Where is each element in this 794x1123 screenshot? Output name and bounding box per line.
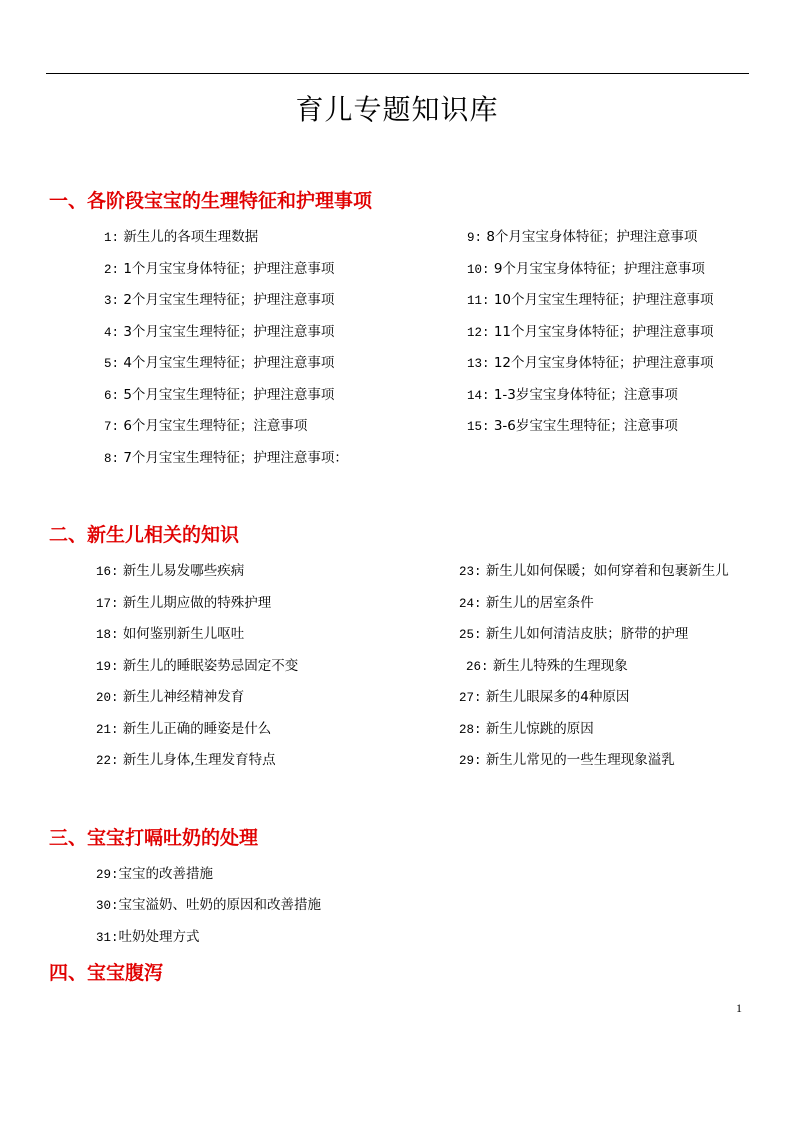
list-item[interactable]: 4: 3个月宝宝生理特征；护理注意事项 xyxy=(104,324,335,340)
list-item[interactable]: 31:吐奶处理方式 xyxy=(96,929,200,945)
list-item[interactable]: 28: 新生儿惊跳的原因 xyxy=(459,721,594,737)
list-item[interactable]: 23: 新生儿如何保暖；如何穿着和包裹新生儿 xyxy=(459,563,729,579)
list-item[interactable]: 30:宝宝溢奶、吐奶的原因和改善措施 xyxy=(96,897,322,913)
list-item[interactable]: 8: 7个月宝宝生理特征；护理注意事项： xyxy=(104,450,348,466)
list-item[interactable]: 15: 3-6岁宝宝生理特征；注意事项 xyxy=(467,418,678,434)
list-item[interactable]: 3: 2个月宝宝生理特征；护理注意事项 xyxy=(104,292,335,308)
list-item[interactable]: 20: 新生儿神经精神发育 xyxy=(96,689,245,705)
list-item[interactable]: 27: 新生儿眼屎多的4种原因 xyxy=(459,689,630,705)
section-heading-4: 四、宝宝腹泻 xyxy=(49,962,164,984)
list-item[interactable]: 24: 新生儿的居室条件 xyxy=(459,595,594,611)
list-item[interactable]: 21: 新生儿正确的睡姿是什么 xyxy=(96,721,272,737)
list-item[interactable]: 17: 新生儿期应做的特殊护理 xyxy=(96,595,272,611)
section-heading-3: 三、宝宝打嗝吐奶的处理 xyxy=(49,827,259,849)
list-item[interactable]: 13: 12个月宝宝身体特征；护理注意事项 xyxy=(467,355,714,371)
list-item[interactable]: 14: 1-3岁宝宝身体特征；注意事项 xyxy=(467,387,678,403)
header-rule xyxy=(46,73,749,74)
list-item[interactable]: 16: 新生儿易发哪些疾病 xyxy=(96,563,245,579)
page-title: 育儿专题知识库 xyxy=(295,93,499,126)
page-number: 1 xyxy=(736,1001,742,1015)
list-item[interactable]: 29:宝宝的改善措施 xyxy=(96,866,214,882)
list-item[interactable]: 1: 新生儿的各项生理数据 xyxy=(104,229,259,245)
list-item[interactable]: 11: 10个月宝宝生理特征；护理注意事项 xyxy=(467,292,714,308)
list-item[interactable]: 19: 新生儿的睡眠姿势忌固定不变 xyxy=(96,658,299,674)
list-item[interactable]: 9: 8个月宝宝身体特征；护理注意事项 xyxy=(467,229,698,245)
list-item[interactable]: 2: 1个月宝宝身体特征；护理注意事项 xyxy=(104,261,335,277)
list-item[interactable]: 5: 4个月宝宝生理特征；护理注意事项 xyxy=(104,355,335,371)
list-item[interactable]: 6: 5个月宝宝生理特征；护理注意事项 xyxy=(104,387,335,403)
list-item[interactable]: 26: 新生儿特殊的生理现象 xyxy=(466,658,628,674)
list-item[interactable]: 29: 新生儿常见的一些生理现象溢乳 xyxy=(459,752,675,768)
list-item[interactable]: 10: 9个月宝宝身体特征；护理注意事项 xyxy=(467,261,705,277)
section-heading-2: 二、新生儿相关的知识 xyxy=(49,524,240,546)
list-item[interactable]: 18: 如何鉴别新生儿呕吐 xyxy=(96,626,245,642)
list-item[interactable]: 12: 11个月宝宝身体特征；护理注意事项 xyxy=(467,324,714,340)
list-item[interactable]: 22: 新生儿身体,生理发育特点 xyxy=(96,752,276,768)
list-item[interactable]: 25: 新生儿如何清洁皮肤；脐带的护理 xyxy=(459,626,689,642)
section-heading-1: 一、各阶段宝宝的生理特征和护理事项 xyxy=(49,190,373,212)
list-item[interactable]: 7: 6个月宝宝生理特征；注意事项 xyxy=(104,418,308,434)
